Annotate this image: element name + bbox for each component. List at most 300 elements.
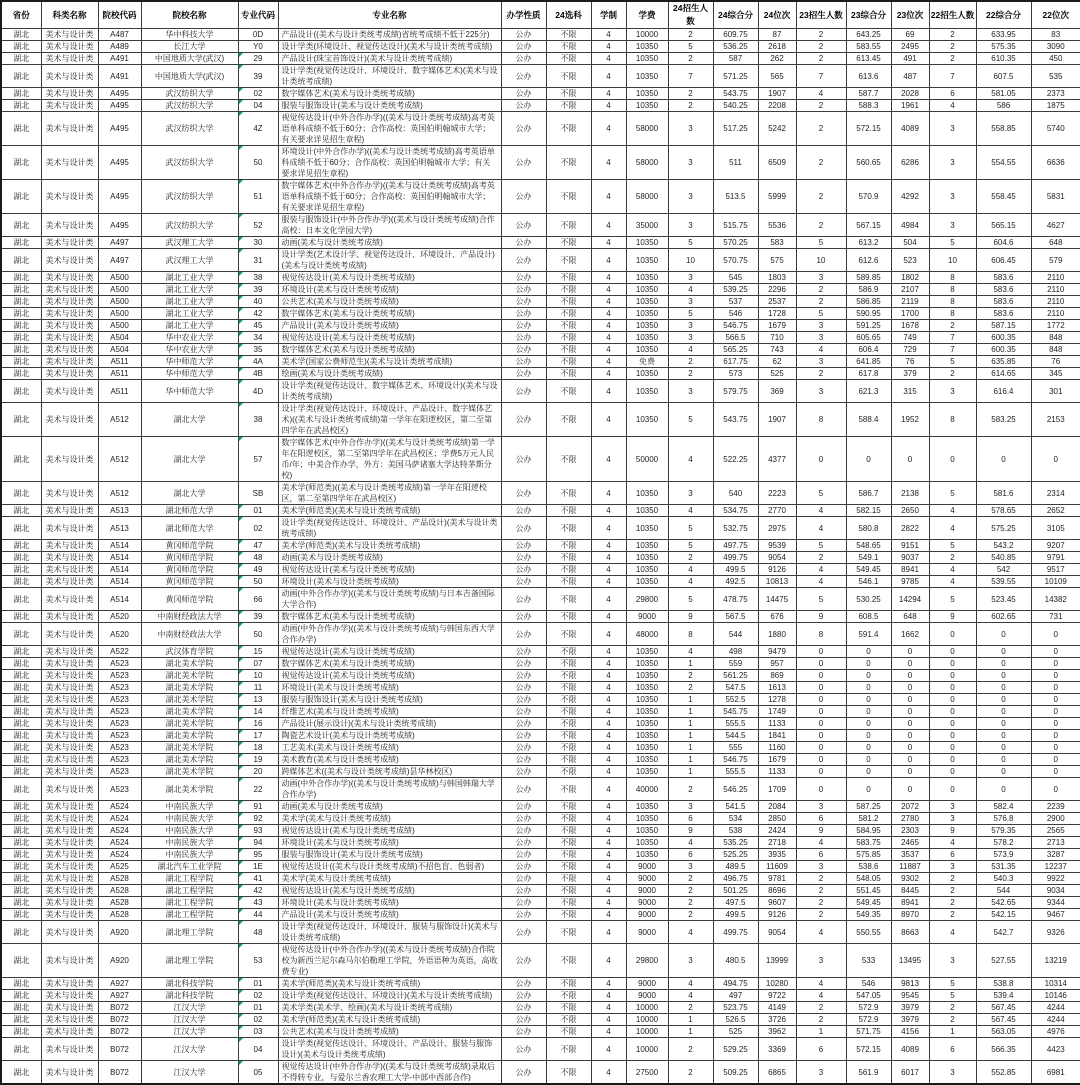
table-cell: 不限 <box>546 308 591 320</box>
table-row <box>1 921 1080 944</box>
table-cell: 6865 <box>758 1061 796 1085</box>
table-cell: A500 <box>98 308 141 320</box>
table-cell: B072 <box>98 1014 141 1026</box>
table-row <box>1 1014 1080 1026</box>
table-cell: 不限 <box>546 801 591 813</box>
table-cell: 549.45 <box>846 564 891 576</box>
table-cell: 523.45 <box>976 588 1031 611</box>
table-row <box>1 825 1080 837</box>
table-cell: 0 <box>1031 754 1080 766</box>
table-cell: 8 <box>796 403 846 437</box>
table-cell: 579.35 <box>976 825 1031 837</box>
table-cell: A500 <box>98 320 141 332</box>
table-cell: 纤维艺术(美术与设计类统考成绩) <box>278 706 501 718</box>
table-cell: 2 <box>929 368 976 380</box>
table-cell: 4 <box>591 41 626 53</box>
table-cell: 湖北 <box>1 540 41 552</box>
table-cell: 美术与设计类 <box>41 249 98 272</box>
table-cell: 540.25 <box>713 100 758 112</box>
table-cell: 湖北 <box>1 658 41 670</box>
table-cell: 2296 <box>758 284 796 296</box>
table-cell: A512 <box>98 482 141 505</box>
table-cell: 1 <box>668 718 713 730</box>
table-cell: 14294 <box>891 588 929 611</box>
table-cell: 550.55 <box>846 921 891 944</box>
table-cell: 公办 <box>501 505 546 517</box>
table-cell: 571.25 <box>713 65 758 88</box>
table-cell: 1 <box>668 1014 713 1026</box>
table-cell: 0 <box>929 623 976 646</box>
table-cell: 不限 <box>546 742 591 754</box>
table-cell: 2107 <box>891 284 929 296</box>
green-triangle-icon <box>239 921 243 925</box>
table-cell: 0 <box>929 718 976 730</box>
table-cell: 10314 <box>1031 978 1080 990</box>
table-cell: 3 <box>929 861 976 873</box>
table-cell: 长江大学 <box>141 41 238 53</box>
table-cell: 美术与设计类 <box>41 437 98 482</box>
table-cell: 4 <box>591 623 626 646</box>
table-cell: 4 <box>668 344 713 356</box>
table-cell: 565 <box>758 65 796 88</box>
table-cell: 575.35 <box>976 41 1031 53</box>
table-cell: 04 <box>238 1038 278 1061</box>
table-cell: 公办 <box>501 978 546 990</box>
table-cell: 3 <box>929 380 976 403</box>
table-cell: 2208 <box>758 100 796 112</box>
table-cell: 548.65 <box>846 540 891 552</box>
table-cell: 5 <box>668 237 713 249</box>
table-cell: 不限 <box>546 249 591 272</box>
table-cell: 83 <box>1031 29 1080 41</box>
table-row <box>1 308 1080 320</box>
table-row <box>1 658 1080 670</box>
table-row <box>1 646 1080 658</box>
table-cell: 美术与设计类 <box>41 112 98 146</box>
table-row <box>1 837 1080 849</box>
table-cell: 湖北 <box>1 296 41 308</box>
green-triangle-icon <box>239 897 243 901</box>
table-cell: A511 <box>98 368 141 380</box>
table-cell: A523 <box>98 778 141 801</box>
table-row <box>1 742 1080 754</box>
table-cell: 5831 <box>1031 180 1080 214</box>
table-cell: 湖北 <box>1 356 41 368</box>
table-cell: 湖北 <box>1 552 41 564</box>
table-cell: 587.15 <box>976 320 1031 332</box>
table-cell: 1278 <box>758 694 796 706</box>
table-cell: A523 <box>98 718 141 730</box>
table-cell: 9 <box>796 825 846 837</box>
table-cell: 583.55 <box>846 41 891 53</box>
table-cell: 555 <box>713 742 758 754</box>
table-cell: 558.45 <box>976 180 1031 214</box>
table-row <box>1 368 1080 380</box>
table-cell: 湖北 <box>1 897 41 909</box>
table-cell: 76 <box>1031 356 1080 368</box>
table-cell: 动画(美术与设计类统考成绩) <box>278 801 501 813</box>
green-triangle-icon <box>239 320 243 324</box>
table-body <box>1 29 1080 1085</box>
table-row <box>1 296 1080 308</box>
table-cell: 546.75 <box>713 754 758 766</box>
table-cell: A524 <box>98 825 141 837</box>
table-cell: A528 <box>98 897 141 909</box>
table-cell: 2 <box>929 885 976 897</box>
table-cell: A522 <box>98 646 141 658</box>
table-cell: 478.75 <box>713 588 758 611</box>
table-cell: 3 <box>668 801 713 813</box>
table-cell: 581.6 <box>976 482 1031 505</box>
table-cell: 20 <box>238 766 278 778</box>
table-cell: 94 <box>238 837 278 849</box>
table-cell: 4 <box>796 517 846 540</box>
table-cell: 1133 <box>758 718 796 730</box>
table-cell: A495 <box>98 112 141 146</box>
table-cell: 2565 <box>1031 825 1080 837</box>
table-cell: 数字媒体艺术(中外合作办学)((美术与设计类统考成绩)高考英语单科成绩不低于60分；合作高校：英国伯明翰城市大学；有关要求详见招生章程) <box>278 180 501 214</box>
table-cell: 数字媒体艺术(美术与设计类统考成绩) <box>278 658 501 670</box>
table-row <box>1 588 1080 611</box>
table-cell: 不限 <box>546 380 591 403</box>
table-cell: 0 <box>976 694 1031 706</box>
table-cell: 4 <box>591 825 626 837</box>
table-cell: 3 <box>668 272 713 284</box>
table-cell: 不限 <box>546 1026 591 1038</box>
table-cell: 497.5 <box>713 897 758 909</box>
table-cell: 湖北 <box>1 873 41 885</box>
table-cell: 4 <box>796 505 846 517</box>
table-cell: 美术与设计类 <box>41 517 98 540</box>
table-cell: 公办 <box>501 990 546 1002</box>
table-cell: 4 <box>591 837 626 849</box>
table-cell: 湖北 <box>1 332 41 344</box>
table-cell: 561.9 <box>846 1061 891 1085</box>
table-cell: 不限 <box>546 1038 591 1061</box>
table-cell: 数字媒体艺术(美术与设计类统考成绩) <box>278 88 501 100</box>
table-cell: A495 <box>98 214 141 237</box>
table-cell: 4 <box>591 180 626 214</box>
table-cell: 87 <box>758 29 796 41</box>
table-cell: 10350 <box>626 517 668 540</box>
table-cell: 不限 <box>546 403 591 437</box>
table-cell: 12237 <box>1031 861 1080 873</box>
table-cell: 0 <box>1031 742 1080 754</box>
table-cell: 湖北 <box>1 320 41 332</box>
table-cell: 公办 <box>501 249 546 272</box>
table-cell: 8 <box>929 403 976 437</box>
table-cell: 532.75 <box>713 517 758 540</box>
table-cell: 不限 <box>546 517 591 540</box>
table-cell: 570.9 <box>846 180 891 214</box>
table-cell: 不限 <box>546 682 591 694</box>
table-cell: 黄冈师范学院 <box>141 588 238 611</box>
table-row <box>1 41 1080 53</box>
table-cell: 不限 <box>546 766 591 778</box>
table-cell: 公办 <box>501 284 546 296</box>
table-cell: 中南民族大学 <box>141 837 238 849</box>
table-cell: A512 <box>98 437 141 482</box>
table-cell: 不限 <box>546 813 591 825</box>
table-cell: 4 <box>668 646 713 658</box>
table-cell: 4 <box>591 564 626 576</box>
table-cell: 4 <box>591 368 626 380</box>
table-cell: 34 <box>238 332 278 344</box>
table-cell: 44 <box>238 909 278 921</box>
table-cell: 湖北 <box>1 41 41 53</box>
table-cell: 581.05 <box>976 88 1031 100</box>
green-triangle-icon <box>239 214 243 218</box>
table-row <box>1 53 1080 65</box>
table-cell: 湖北科技学院 <box>141 990 238 1002</box>
table-cell: 不限 <box>546 990 591 1002</box>
table-cell: 3 <box>796 356 846 368</box>
green-triangle-icon <box>239 909 243 913</box>
table-cell: 9000 <box>626 897 668 909</box>
table-cell: 8 <box>929 296 976 308</box>
table-cell: A495 <box>98 180 141 214</box>
table-cell: 4 <box>591 112 626 146</box>
table-cell: 546 <box>846 978 891 990</box>
table-cell: 527.55 <box>976 944 1031 978</box>
table-cell: 4 <box>796 576 846 588</box>
table-cell: 50000 <box>626 437 668 482</box>
green-triangle-icon <box>239 623 243 627</box>
table-cell: 不限 <box>546 214 591 237</box>
table-cell: 4 <box>591 576 626 588</box>
table-cell: 0 <box>976 682 1031 694</box>
table-cell: 美术与设计类 <box>41 505 98 517</box>
table-cell: 3 <box>668 146 713 180</box>
table-cell: 848 <box>1031 332 1080 344</box>
table-cell: 美术与设计类 <box>41 482 98 505</box>
table-cell: 不限 <box>546 623 591 646</box>
table-cell: 583.6 <box>976 308 1031 320</box>
table-cell: 5 <box>668 540 713 552</box>
table-cell: 湖北 <box>1 646 41 658</box>
table-cell: A927 <box>98 978 141 990</box>
table-cell: 76 <box>891 356 929 368</box>
table-cell: 576.8 <box>976 813 1031 825</box>
table-cell: 公办 <box>501 909 546 921</box>
table-cell: 湖北 <box>1 308 41 320</box>
table-row <box>1 909 1080 921</box>
table-cell: 9000 <box>626 885 668 897</box>
table-cell: 美术与设计类 <box>41 1038 98 1061</box>
table-cell: 0 <box>846 646 891 658</box>
table-cell: 湖北工业大学 <box>141 308 238 320</box>
table-cell: 7 <box>668 65 713 88</box>
table-cell: 379 <box>891 368 929 380</box>
table-cell: 0 <box>846 658 891 670</box>
table-cell: 湖北 <box>1 1002 41 1014</box>
table-cell: 2 <box>668 53 713 65</box>
table-cell: 39 <box>238 65 278 88</box>
green-triangle-icon <box>239 368 243 372</box>
column-header-17: 22综合分 <box>976 1 1031 29</box>
table-row <box>1 1038 1080 1061</box>
table-cell: 4 <box>796 990 846 1002</box>
table-cell: 2 <box>668 897 713 909</box>
table-cell: 0 <box>976 766 1031 778</box>
table-cell: 3090 <box>1031 41 1080 53</box>
table-cell: 5536 <box>758 214 796 237</box>
table-cell: 10350 <box>626 505 668 517</box>
table-cell: 561.25 <box>713 670 758 682</box>
table-cell: 湖北 <box>1 944 41 978</box>
table-cell: 公办 <box>501 921 546 944</box>
table-cell: 1802 <box>891 272 929 284</box>
table-cell: 公办 <box>501 517 546 540</box>
table-cell: 0 <box>846 778 891 801</box>
table-cell: 公办 <box>501 564 546 576</box>
table-row <box>1 849 1080 861</box>
table-cell: 公办 <box>501 623 546 646</box>
table-cell: 559 <box>713 658 758 670</box>
table-cell: 1 <box>668 766 713 778</box>
table-cell: 539.25 <box>713 284 758 296</box>
table-cell: 不限 <box>546 1002 591 1014</box>
table-cell: 1160 <box>758 742 796 754</box>
table-cell: 美术学(国家公费师范生)(美术与设计类统考成绩) <box>278 356 501 368</box>
table-cell: 10350 <box>626 742 668 754</box>
table-cell: 不限 <box>546 296 591 308</box>
table-cell: 0 <box>976 778 1031 801</box>
table-cell: 02 <box>238 990 278 1002</box>
table-cell: 7 <box>929 332 976 344</box>
table-cell: 01 <box>238 1002 278 1014</box>
table-cell: 583.6 <box>976 284 1031 296</box>
table-row <box>1 885 1080 897</box>
table-cell: 0 <box>891 718 929 730</box>
table-cell: 3935 <box>758 849 796 861</box>
table-cell: A523 <box>98 730 141 742</box>
table-row <box>1 437 1080 482</box>
table-cell: 6017 <box>891 1061 929 1085</box>
table-cell: 湖北 <box>1 588 41 611</box>
table-cell: 602.65 <box>976 611 1031 623</box>
table-cell: A524 <box>98 837 141 849</box>
table-cell: 1 <box>668 694 713 706</box>
table-cell: 5 <box>929 356 976 368</box>
column-header-9: 学费 <box>626 1 668 29</box>
table-cell: 38 <box>238 403 278 437</box>
table-cell: 4 <box>591 380 626 403</box>
table-cell: 0 <box>796 754 846 766</box>
table-cell: 9126 <box>758 909 796 921</box>
table-cell: 环境设计(美术与设计类统考成绩) <box>278 576 501 588</box>
table-cell: 湖北美术学院 <box>141 718 238 730</box>
table-cell: 视觉传达设计(美术与设计类统考成绩) <box>278 825 501 837</box>
table-cell: 613.45 <box>846 53 891 65</box>
table-cell: 美术与设计类 <box>41 682 98 694</box>
table-cell: 11 <box>238 682 278 694</box>
table-cell: 9000 <box>626 861 668 873</box>
table-cell: 公办 <box>501 100 546 112</box>
table-cell: 10350 <box>626 658 668 670</box>
table-cell: 0 <box>929 658 976 670</box>
green-triangle-icon <box>239 344 243 348</box>
table-cell: 617.75 <box>713 356 758 368</box>
table-cell: 588.3 <box>846 100 891 112</box>
table-cell: 10 <box>668 249 713 272</box>
table-cell: 2 <box>796 100 846 112</box>
table-cell: 2 <box>668 1002 713 1014</box>
table-cell: 不限 <box>546 861 591 873</box>
table-cell: 0 <box>929 706 976 718</box>
table-cell: 9302 <box>891 873 929 885</box>
table-cell: 湖北工业大学 <box>141 320 238 332</box>
table-cell: 676 <box>758 611 796 623</box>
table-cell: 3 <box>668 861 713 873</box>
green-triangle-icon <box>239 766 243 770</box>
table-cell: 6 <box>796 1038 846 1061</box>
table-cell: 583 <box>758 237 796 249</box>
table-cell: 29800 <box>626 944 668 978</box>
table-cell: 0 <box>846 754 891 766</box>
table-header <box>1 1 1080 29</box>
table-cell: 4 <box>591 1061 626 1085</box>
table-cell: 4089 <box>891 1038 929 1061</box>
table-cell: 环境设计(美术与设计类统考成绩) <box>278 682 501 694</box>
table-cell: 1 <box>668 1026 713 1038</box>
table-cell: 16 <box>238 718 278 730</box>
table-cell: 0 <box>796 742 846 754</box>
table-cell: 0 <box>891 742 929 754</box>
table-cell: 4 <box>668 564 713 576</box>
table-cell: 0 <box>929 682 976 694</box>
table-cell: 6636 <box>1031 146 1080 180</box>
table-cell: 606.4 <box>846 344 891 356</box>
table-cell: 29 <box>238 53 278 65</box>
table-row <box>1 778 1080 801</box>
table-cell: 0 <box>796 766 846 778</box>
table-cell: 美术与设计类 <box>41 778 98 801</box>
table-cell: 湖北 <box>1 742 41 754</box>
table-cell: 499.75 <box>713 552 758 564</box>
table-cell: 中南民族大学 <box>141 849 238 861</box>
table-cell: 17 <box>238 730 278 742</box>
table-cell: 9000 <box>626 921 668 944</box>
table-cell: 公办 <box>501 658 546 670</box>
table-cell: 10350 <box>626 296 668 308</box>
table-cell: 48 <box>238 552 278 564</box>
table-cell: 10109 <box>1031 576 1080 588</box>
table-cell: A520 <box>98 611 141 623</box>
table-cell: A504 <box>98 344 141 356</box>
table-cell: 不限 <box>546 658 591 670</box>
table-cell: 1E <box>238 861 278 873</box>
table-cell: 1 <box>668 742 713 754</box>
table-cell: 1679 <box>758 320 796 332</box>
table-cell: 0 <box>976 754 1031 766</box>
table-cell: 湖北 <box>1 517 41 540</box>
green-triangle-icon <box>239 356 243 360</box>
table-row <box>1 990 1080 1002</box>
table-row <box>1 540 1080 552</box>
table-cell: 10350 <box>626 552 668 564</box>
table-cell: 江汉大学 <box>141 1026 238 1038</box>
table-cell: 0 <box>1031 766 1080 778</box>
table-cell: 5 <box>796 588 846 611</box>
table-cell: A514 <box>98 552 141 564</box>
table-cell: 10 <box>796 249 846 272</box>
table-cell: 4 <box>591 552 626 564</box>
table-cell: 10350 <box>626 718 668 730</box>
table-cell: 643.25 <box>846 29 891 41</box>
table-cell: 2110 <box>1031 272 1080 284</box>
green-triangle-icon <box>239 730 243 734</box>
